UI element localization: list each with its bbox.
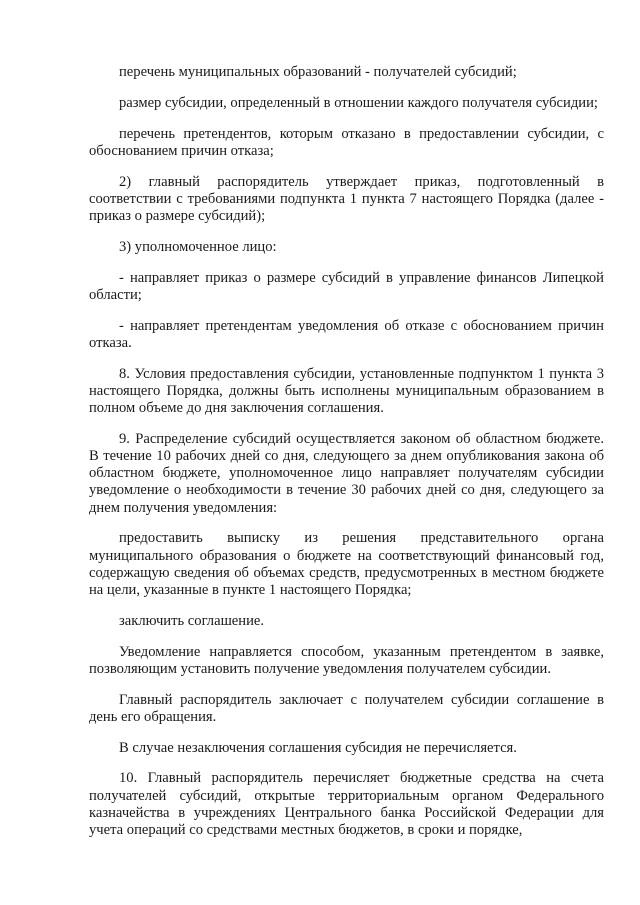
paragraph-no-agreement: В случае незаключения соглашения субсидия не перечисляется. bbox=[119, 739, 517, 756]
document-body bbox=[89, 64, 604, 853]
paragraph-recipients-list: перечень муниципальных образований - получателей субсидий; bbox=[119, 64, 517, 80]
paragraph-conclude-agreement: заключить соглашение. bbox=[119, 612, 265, 629]
paragraph-notification-method: Уведомление направляется способом, указанным претендентом в заявке, позволяющим установить получение уведомления получателем субсидии. bbox=[89, 643, 604, 677]
paragraph-send-order: - направляет приказ о размере субсидий в управление финансов Липецкой области; bbox=[89, 269, 604, 303]
paragraph-subsidy-amount: размер субсидии, определенный в отношении каждого получателя субсидии; bbox=[119, 94, 598, 111]
paragraph-section-8: 8. Условия предоставления субсидии, установленные подпунктом 1 пункта 3 настоящего Порядка, должны быть исполнены муниципальным образованием в полном объеме до дня заключения соглашения. bbox=[89, 365, 604, 416]
paragraph-provide-extract: предоставить выписку из решения представительного органа муниципального образования о бюджете на соответствующий финансовый год, содержащую сведения об объемах средств, предусмотренных в местном бюджете на цели, указанные в пункте 1 настоящего Порядка; bbox=[89, 530, 604, 599]
paragraph-section-10: 10. Главный распорядитель перечисляет бюджетные средства на счета получателей субсидий, открытые территориальным органом Федерального казначейства в учреждениях Центрального банка Российской Федерации для учета операций со средствами местных бюджетов, в сроки и порядке, bbox=[89, 770, 604, 839]
paragraph-send-refusals: - направляет претендентам уведомления об отказе с обоснованием причин отказа. bbox=[89, 317, 604, 351]
paragraph-item-2: 2) главный распорядитель утверждает приказ, подготовленный в соответствии с требованиями подпункта 1 пункта 7 настоящего Порядка (далее - приказ о размере субсидий); bbox=[89, 173, 604, 224]
paragraph-section-9: 9. Распределение субсидий осуществляется законом об областном бюджете. В течение 10 рабочих дней со дня, следующего за днем опубликования закона об областном бюджете, уполномоченное лицо направляет получателям субсидии уведомление о необходимости в течение 30 рабочих дней со дня, следующего за днем получения уведомления: bbox=[89, 430, 604, 516]
paragraph-agreement-day: Главный распорядитель заключает с получателем субсидии соглашение в день его обращения. bbox=[89, 691, 604, 725]
paragraph-refused-list: перечень претендентов, которым отказано в предоставлении субсидии, с обоснованием причин отказа; bbox=[89, 125, 604, 159]
paragraph-item-3: 3) уполномоченное лицо: bbox=[119, 238, 277, 255]
